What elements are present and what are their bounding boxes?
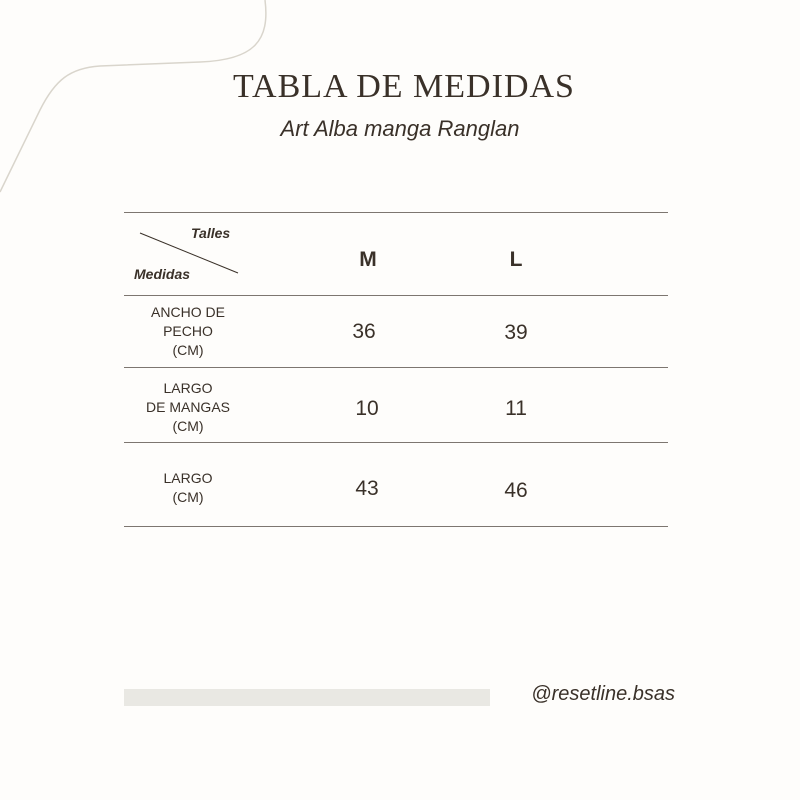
value-ancho-pecho-m: 36 <box>352 320 376 343</box>
table-header-rule <box>124 295 668 296</box>
value-largo-m: 43 <box>355 477 379 500</box>
table-row-rule <box>124 442 668 443</box>
product-subtitle: Art Alba manga Ranglan <box>280 116 520 141</box>
row-label-largo-mangas: LARGO DE MANGAS (CM) <box>145 380 230 434</box>
header-medidas: Medidas <box>134 266 191 282</box>
size-header-l: L <box>509 248 523 271</box>
row-label-ancho-pecho: ANCHO DE PECHO (CM) <box>151 304 225 358</box>
value-ancho-pecho-l: 39 <box>504 321 528 344</box>
table-bottom-rule <box>124 526 668 527</box>
footer-bar <box>124 689 490 706</box>
value-largo-mangas-m: 10 <box>355 397 379 420</box>
row-label-largo: LARGO (CM) <box>163 470 213 505</box>
size-header-m: M <box>359 248 377 271</box>
table-row-rule <box>124 367 668 368</box>
value-largo-l: 46 <box>504 479 528 502</box>
instagram-handle: @resetline.bsas <box>531 683 675 705</box>
page-title: TABLA DE MEDIDAS <box>233 68 575 105</box>
header-talles: Talles <box>191 225 231 241</box>
value-largo-mangas-l: 11 <box>505 397 527 420</box>
